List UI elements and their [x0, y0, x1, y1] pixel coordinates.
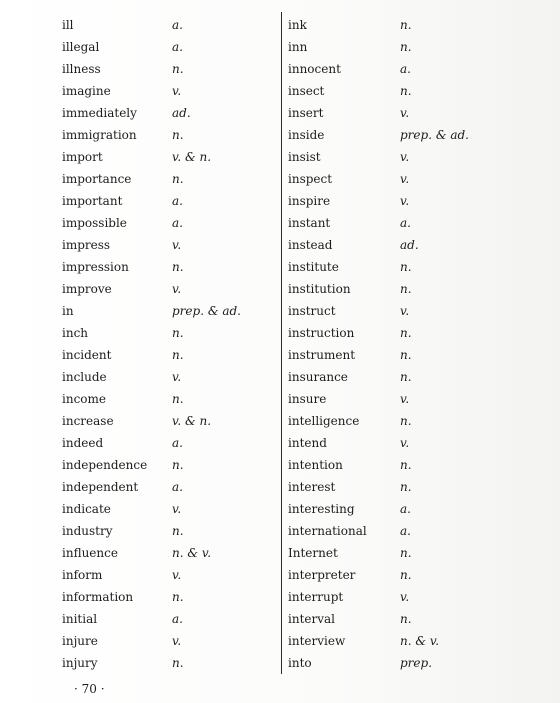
word-entry	[62, 520, 282, 542]
headword: ink	[288, 18, 307, 32]
word-entry	[288, 80, 538, 102]
word-entry	[288, 212, 538, 234]
word-entry	[288, 498, 538, 520]
part-of-speech: v.	[172, 370, 182, 384]
part-of-speech: n.	[172, 260, 184, 274]
headword: immediately	[62, 106, 137, 120]
part-of-speech: n.	[400, 326, 412, 340]
part-of-speech: n.	[400, 414, 412, 428]
headword: influence	[62, 546, 118, 560]
headword: immigration	[62, 128, 137, 142]
part-of-speech: a.	[400, 524, 411, 538]
headword: inspire	[288, 194, 331, 208]
word-entry	[288, 278, 538, 300]
headword: interview	[288, 634, 346, 648]
headword: interval	[288, 612, 335, 626]
word-entry	[62, 586, 282, 608]
headword: initial	[62, 612, 98, 626]
part-of-speech: v.	[400, 106, 410, 120]
part-of-speech: n.	[400, 568, 412, 582]
word-entry	[288, 256, 538, 278]
headword: interpreter	[288, 568, 356, 582]
headword: illegal	[62, 40, 100, 54]
part-of-speech: prep. & ad.	[172, 304, 241, 318]
part-of-speech: a.	[400, 502, 411, 516]
headword: institute	[288, 260, 339, 274]
part-of-speech: n.	[400, 348, 412, 362]
word-entry	[62, 300, 282, 322]
word-entry	[288, 608, 538, 630]
word-entry	[288, 234, 538, 256]
headword: intelligence	[288, 414, 360, 428]
headword: indicate	[62, 502, 111, 516]
part-of-speech: n.	[400, 282, 412, 296]
word-entry	[288, 410, 538, 432]
part-of-speech: n.	[400, 546, 412, 560]
word-entry	[62, 102, 282, 124]
part-of-speech: prep. & ad.	[400, 128, 469, 142]
headword: instant	[288, 216, 331, 230]
part-of-speech: a.	[172, 480, 183, 494]
word-entry	[288, 520, 538, 542]
headword: insure	[288, 392, 327, 406]
word-entry	[62, 146, 282, 168]
part-of-speech: prep.	[400, 656, 433, 670]
part-of-speech: n.	[172, 326, 184, 340]
part-of-speech: v.	[172, 238, 182, 252]
word-entry	[62, 366, 282, 388]
headword: institution	[288, 282, 351, 296]
part-of-speech: n. & v.	[400, 634, 440, 648]
part-of-speech: v.	[400, 194, 410, 208]
word-entry	[288, 146, 538, 168]
word-entry	[62, 432, 282, 454]
word-entry	[62, 58, 282, 80]
word-entry	[62, 256, 282, 278]
part-of-speech: n.	[400, 612, 412, 626]
headword: inspect	[288, 172, 333, 186]
headword: instruct	[288, 304, 336, 318]
part-of-speech: n.	[400, 370, 412, 384]
word-entry	[288, 432, 538, 454]
part-of-speech: v.	[172, 502, 182, 516]
part-of-speech: n.	[172, 172, 184, 186]
part-of-speech: n.	[400, 458, 412, 472]
word-entry	[62, 630, 282, 652]
word-entry	[62, 476, 282, 498]
word-entry	[288, 36, 538, 58]
word-entry	[288, 630, 538, 652]
word-entry	[62, 388, 282, 410]
part-of-speech: a.	[400, 216, 411, 230]
word-entry	[62, 344, 282, 366]
headword: intend	[288, 436, 327, 450]
part-of-speech: ad.	[400, 238, 419, 252]
part-of-speech: n.	[172, 348, 184, 362]
word-entry	[288, 476, 538, 498]
part-of-speech: n.	[172, 62, 184, 76]
headword: include	[62, 370, 107, 384]
headword: increase	[62, 414, 114, 428]
headword: in	[62, 304, 74, 318]
word-entry	[62, 322, 282, 344]
part-of-speech: v.	[400, 436, 410, 450]
part-of-speech: a.	[172, 436, 183, 450]
headword: insect	[288, 84, 325, 98]
word-entry	[288, 652, 538, 674]
headword: import	[62, 150, 103, 164]
left-word-column	[62, 14, 282, 674]
part-of-speech: a.	[172, 194, 183, 208]
headword: inform	[62, 568, 103, 582]
headword: inch	[62, 326, 89, 340]
headword: information	[62, 590, 134, 604]
word-entry	[288, 564, 538, 586]
headword: independent	[62, 480, 139, 494]
word-entry	[62, 542, 282, 564]
headword: insist	[288, 150, 321, 164]
word-entry	[62, 80, 282, 102]
part-of-speech: n.	[172, 524, 184, 538]
headword: international	[288, 524, 367, 538]
headword: ill	[62, 18, 74, 32]
column-divider	[281, 12, 282, 674]
word-entry	[62, 608, 282, 630]
word-entry	[288, 388, 538, 410]
headword: interest	[288, 480, 336, 494]
word-entry	[62, 190, 282, 212]
headword: illness	[62, 62, 101, 76]
word-entry	[288, 586, 538, 608]
word-entry	[62, 212, 282, 234]
word-entry	[288, 102, 538, 124]
word-entry	[62, 124, 282, 146]
word-entry	[62, 168, 282, 190]
headword: insurance	[288, 370, 348, 384]
headword: independence	[62, 458, 148, 472]
word-entry	[288, 58, 538, 80]
part-of-speech: v. & n.	[172, 414, 212, 428]
word-entry	[62, 454, 282, 476]
part-of-speech: n.	[400, 84, 412, 98]
word-entry	[288, 168, 538, 190]
headword: inn	[288, 40, 308, 54]
part-of-speech: v.	[172, 568, 182, 582]
part-of-speech: n.	[400, 260, 412, 274]
part-of-speech: n.	[172, 590, 184, 604]
part-of-speech: v.	[172, 634, 182, 648]
headword: interrupt	[288, 590, 344, 604]
part-of-speech: a.	[172, 216, 183, 230]
word-entry	[62, 498, 282, 520]
part-of-speech: n.	[172, 656, 184, 670]
part-of-speech: ad.	[172, 106, 191, 120]
part-of-speech: n.	[400, 40, 412, 54]
word-entry	[288, 366, 538, 388]
word-entry	[288, 190, 538, 212]
part-of-speech: v.	[172, 282, 182, 296]
headword: interesting	[288, 502, 355, 516]
part-of-speech: v.	[400, 304, 410, 318]
part-of-speech: n.	[400, 18, 412, 32]
part-of-speech: n.	[400, 480, 412, 494]
headword: insert	[288, 106, 324, 120]
part-of-speech: n. & v.	[172, 546, 212, 560]
headword: improve	[62, 282, 112, 296]
part-of-speech: v.	[400, 590, 410, 604]
headword: Internet	[288, 546, 338, 560]
word-entry	[288, 454, 538, 476]
word-entry	[288, 542, 538, 564]
part-of-speech: v. & n.	[172, 150, 212, 164]
word-entry	[62, 278, 282, 300]
headword: imagine	[62, 84, 111, 98]
part-of-speech: n.	[172, 128, 184, 142]
headword: instruction	[288, 326, 355, 340]
headword: indeed	[62, 436, 104, 450]
word-entry	[288, 344, 538, 366]
part-of-speech: v.	[172, 84, 182, 98]
part-of-speech: v.	[400, 150, 410, 164]
part-of-speech: v.	[400, 392, 410, 406]
headword: instead	[288, 238, 333, 252]
part-of-speech: a.	[172, 18, 183, 32]
headword: impression	[62, 260, 129, 274]
headword: impress	[62, 238, 111, 252]
headword: injure	[62, 634, 98, 648]
word-entry	[62, 410, 282, 432]
headword: impossible	[62, 216, 127, 230]
word-entry	[288, 14, 538, 36]
word-entry	[288, 322, 538, 344]
headword: injury	[62, 656, 98, 670]
part-of-speech: a.	[172, 40, 183, 54]
word-entry	[62, 234, 282, 256]
headword: intention	[288, 458, 343, 472]
headword: incident	[62, 348, 112, 362]
headword: income	[62, 392, 106, 406]
part-of-speech: a.	[400, 62, 411, 76]
right-word-column	[288, 14, 538, 674]
part-of-speech: n.	[172, 458, 184, 472]
headword: industry	[62, 524, 113, 538]
part-of-speech: v.	[400, 172, 410, 186]
word-entry	[62, 14, 282, 36]
headword: innocent	[288, 62, 341, 76]
headword: importance	[62, 172, 132, 186]
page-number: · 70 ·	[74, 682, 105, 696]
word-entry	[62, 36, 282, 58]
headword: into	[288, 656, 312, 670]
part-of-speech: a.	[172, 612, 183, 626]
word-entry	[288, 300, 538, 322]
word-entry	[62, 652, 282, 674]
headword: inside	[288, 128, 325, 142]
headword: important	[62, 194, 123, 208]
headword: instrument	[288, 348, 356, 362]
part-of-speech: n.	[172, 392, 184, 406]
word-entry	[62, 564, 282, 586]
word-entry	[288, 124, 538, 146]
